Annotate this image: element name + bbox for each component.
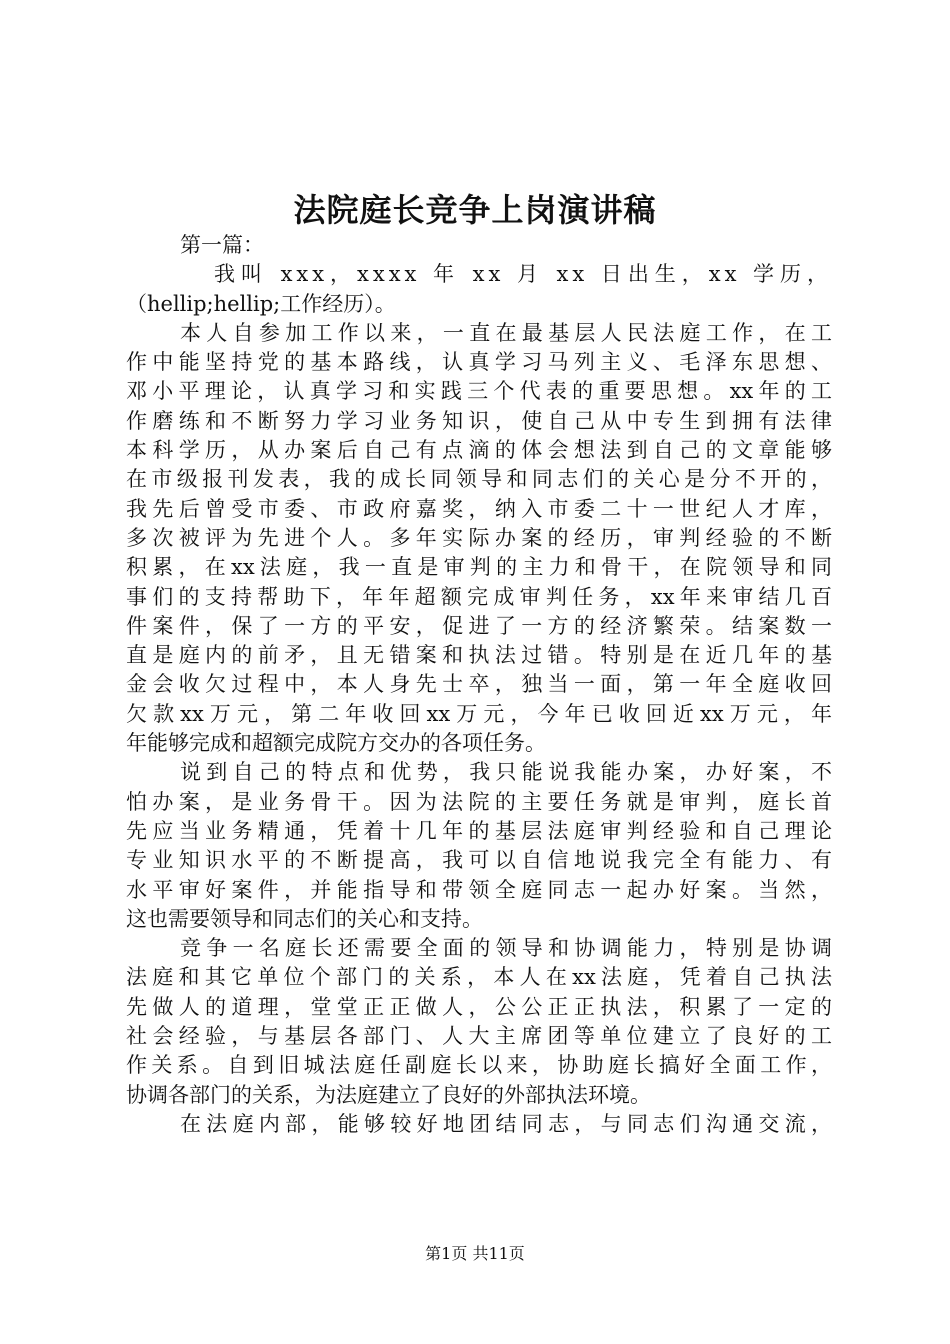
paragraph-coordination (126, 934, 832, 1110)
text-line: 直是庭内的前矛，且无错案和执法过错。特别是在近几年的基 (126, 643, 832, 668)
text-line: 怕办案，是业务骨干。因为法院的主要任务就是审判，庭长首 (126, 789, 832, 814)
paragraph-strengths (126, 758, 832, 934)
paragraph-intro (126, 260, 832, 319)
text-line: 这也需要领导和同志们的关心和支持。 (126, 906, 483, 931)
text-line: 水平审好案件，并能指导和带领全庭同志一起办好案。当然， (126, 877, 832, 902)
text-line: 件案件，保了一方的平安，促进了一方的经济繁荣。结案数一 (126, 613, 832, 638)
paragraph-internal (126, 1110, 832, 1139)
text-line: 本人自参加工作以来，一直在最基层人民法庭工作，在工 (180, 320, 832, 345)
text-line: 竞争一名庭长还需要全面的领导和协调能力，特别是协调 (180, 936, 832, 961)
text-line: （hellip;hellip;工作经历）。 (126, 291, 396, 316)
text-line: 社会经验，与基层各部门、人大主席团等单位建立了良好的工 (126, 1024, 832, 1049)
text-line: 年能够完成和超额完成院方交办的各项任务。 (126, 731, 546, 756)
document-title: 法院庭长竞争上岗演讲稿 (293, 191, 657, 229)
text-line: 邓小平理论，认真学习和实践三个代表的重要思想。xx年的工 (126, 379, 832, 404)
page-footer: 第1页 共11页 (425, 1244, 525, 1263)
text-line: 作中能坚持党的基本路线，认真学习马列主义、毛泽东思想、 (126, 350, 832, 375)
text-line: 我先后曾受市委、市政府嘉奖，纳入市委二十一世纪人才库， (126, 496, 832, 521)
text-line: 欠款xx万元，第二年收回xx万元，今年已收回近xx万元，年 (126, 701, 832, 726)
document-body (126, 231, 832, 1139)
text-line: 法庭和其它单位个部门的关系，本人在xx法庭，凭着自己执法 (126, 965, 832, 990)
section-heading: 第一篇： (180, 233, 264, 257)
text-line: 积累，在xx法庭，我一直是审判的主力和骨干，在院领导和同 (126, 555, 832, 580)
paragraph-experience (126, 319, 832, 758)
text-line: 事们的支持帮助下，年年超额完成审判任务，xx年来审结几百 (126, 584, 832, 609)
text-line: 本科学历，从办案后自己有点滴的体会想法到自己的文章能够 (126, 438, 832, 463)
text-line: 在市级报刊发表，我的成长同领导和同志们的关心是分不开的， (126, 467, 832, 492)
text-line: 我叫 xxx，xxxx 年 xx 月 xx 日出生，xx 学历， (214, 262, 832, 287)
text-line: 作关系。自到旧城法庭任副庭长以来，协助庭长搞好全面工作， (126, 1053, 832, 1078)
text-line: 多次被评为先进个人。多年实际办案的经历，审判经验的不断 (126, 525, 832, 550)
text-line: 专业知识水平的不断提高，我可以自信地说我完全有能力、有 (126, 848, 832, 873)
text-line: 在法庭内部，能够较好地团结同志，与同志们沟通交流， (180, 1111, 832, 1136)
text-line: 作磨练和不断努力学习业务知识，使自己从中专生到拥有法律 (126, 408, 832, 433)
text-line: 说到自己的特点和优势，我只能说我能办案，办好案，不 (180, 760, 832, 785)
text-line: 先应当业务精通，凭着十几年的基层法庭审判经验和自己理论 (126, 818, 832, 843)
text-line: 先做人的道理，堂堂正正做人，公公正正执法，积累了一定的 (126, 994, 832, 1019)
text-line: 金会收欠过程中，本人身先士卒，独当一面，第一年全庭收回 (126, 672, 832, 697)
text-line: 协调各部门的关系，为法庭建立了良好的外部执法环境。 (126, 1082, 651, 1107)
